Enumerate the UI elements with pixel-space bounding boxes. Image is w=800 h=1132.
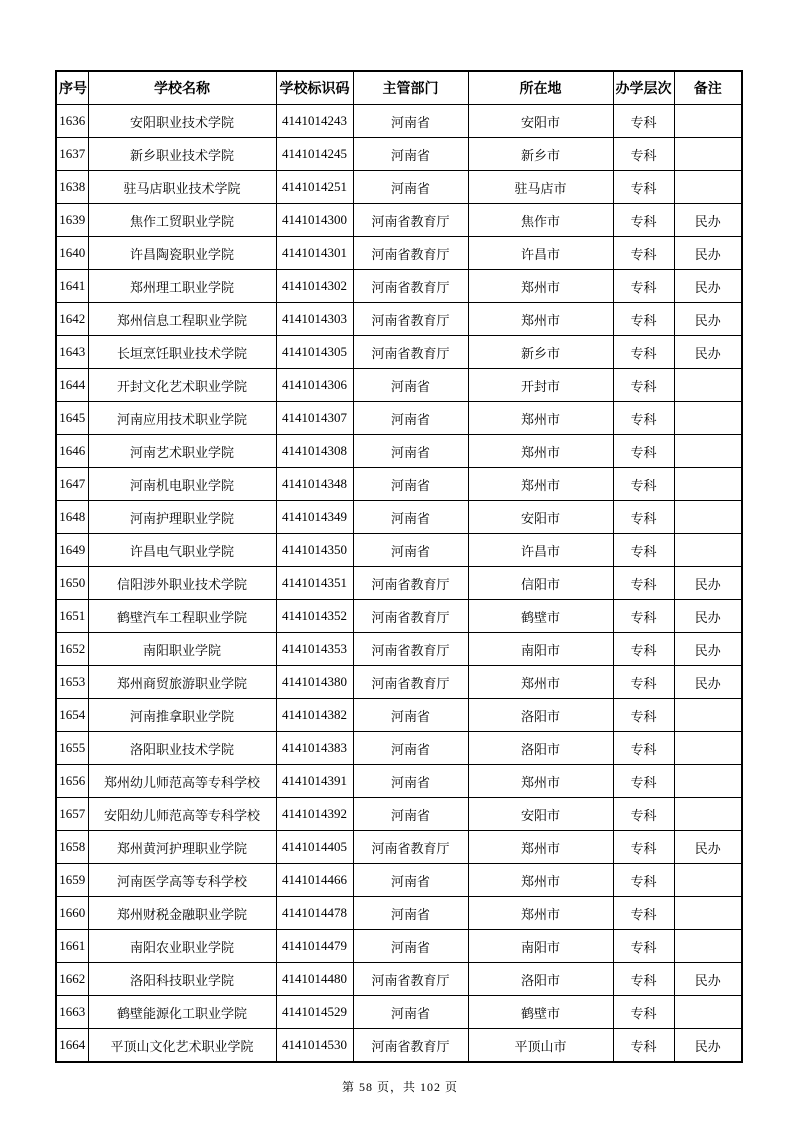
table-cell: 专科 xyxy=(613,402,674,435)
table-cell: 专科 xyxy=(613,897,674,930)
table-row xyxy=(56,171,742,204)
table-cell: 洛阳市 xyxy=(468,699,613,732)
table-cell: 河南省 xyxy=(353,930,468,963)
table-cell: 4141014466 xyxy=(276,864,353,897)
table-cell: 长垣烹饪职业技术学院 xyxy=(88,336,276,369)
table-cell: 民办 xyxy=(674,666,742,699)
table-cell: 4141014301 xyxy=(276,237,353,270)
table-cell: 专科 xyxy=(613,138,674,171)
table-row xyxy=(56,765,742,798)
table-cell: 郑州黄河护理职业学院 xyxy=(88,831,276,864)
table-cell: 民办 xyxy=(674,963,742,996)
table-body xyxy=(56,105,742,1063)
table-cell: 4141014305 xyxy=(276,336,353,369)
table-cell: 1655 xyxy=(56,732,88,765)
table-cell: 专科 xyxy=(613,930,674,963)
table-cell: 河南推拿职业学院 xyxy=(88,699,276,732)
table-cell: 4141014530 xyxy=(276,1029,353,1063)
table-cell: 郑州财税金融职业学院 xyxy=(88,897,276,930)
table-cell: 民办 xyxy=(674,237,742,270)
table-cell: 1662 xyxy=(56,963,88,996)
table-cell: 河南省教育厅 xyxy=(353,633,468,666)
column-header: 学校标识码 xyxy=(276,71,353,105)
table-cell: 河南省教育厅 xyxy=(353,336,468,369)
table-cell: 1640 xyxy=(56,237,88,270)
table-cell: 南阳市 xyxy=(468,930,613,963)
table-cell: 许昌市 xyxy=(468,237,613,270)
table-cell: 开封文化艺术职业学院 xyxy=(88,369,276,402)
table-cell: 新乡职业技术学院 xyxy=(88,138,276,171)
table-cell: 4141014306 xyxy=(276,369,353,402)
table-cell xyxy=(674,171,742,204)
table-cell: 河南应用技术职业学院 xyxy=(88,402,276,435)
table-cell: 专科 xyxy=(613,501,674,534)
table-cell: 民办 xyxy=(674,303,742,336)
table-cell: 洛阳市 xyxy=(468,732,613,765)
table-cell: 安阳市 xyxy=(468,798,613,831)
table-cell: 郑州市 xyxy=(468,303,613,336)
table-cell: 专科 xyxy=(613,798,674,831)
table-cell: 郑州市 xyxy=(468,864,613,897)
table-row xyxy=(56,534,742,567)
table-row xyxy=(56,270,742,303)
table-cell: 许昌电气职业学院 xyxy=(88,534,276,567)
table-cell: 4141014480 xyxy=(276,963,353,996)
table-cell: 4141014353 xyxy=(276,633,353,666)
table-cell: 4141014245 xyxy=(276,138,353,171)
table-cell: 专科 xyxy=(613,534,674,567)
table-row xyxy=(56,666,742,699)
table-cell: 民办 xyxy=(674,204,742,237)
table-cell: 1650 xyxy=(56,567,88,600)
table-cell: 郑州市 xyxy=(468,435,613,468)
table-cell: 郑州幼儿师范高等专科学校 xyxy=(88,765,276,798)
table-cell xyxy=(674,402,742,435)
table-cell: 安阳市 xyxy=(468,105,613,138)
table-cell: 4141014351 xyxy=(276,567,353,600)
column-header: 学校名称 xyxy=(88,71,276,105)
table-cell: 4141014391 xyxy=(276,765,353,798)
table-cell: 鹤壁市 xyxy=(468,600,613,633)
table-cell xyxy=(674,930,742,963)
table-row xyxy=(56,699,742,732)
table-cell xyxy=(674,435,742,468)
table-cell: 郑州信息工程职业学院 xyxy=(88,303,276,336)
table-cell: 新乡市 xyxy=(468,336,613,369)
table-cell: 河南省 xyxy=(353,435,468,468)
table-cell: 1641 xyxy=(56,270,88,303)
table-row xyxy=(56,501,742,534)
table-cell: 民办 xyxy=(674,567,742,600)
table-cell: 4141014303 xyxy=(276,303,353,336)
table-cell: 河南省教育厅 xyxy=(353,270,468,303)
table-cell: 1660 xyxy=(56,897,88,930)
table-cell: 1656 xyxy=(56,765,88,798)
column-header: 办学层次 xyxy=(613,71,674,105)
table-cell: 河南省 xyxy=(353,996,468,1029)
school-table xyxy=(55,70,743,1063)
table-row xyxy=(56,237,742,270)
table-cell: 河南省 xyxy=(353,138,468,171)
table-cell: 专科 xyxy=(613,765,674,798)
column-header: 所在地 xyxy=(468,71,613,105)
table-cell: 河南省教育厅 xyxy=(353,303,468,336)
table-row xyxy=(56,105,742,138)
table-cell: 郑州市 xyxy=(468,666,613,699)
table-cell: 焦作市 xyxy=(468,204,613,237)
table-cell: 河南省 xyxy=(353,732,468,765)
table-cell: 1639 xyxy=(56,204,88,237)
table-cell: 专科 xyxy=(613,303,674,336)
table-cell: 4141014308 xyxy=(276,435,353,468)
table-cell: 鹤壁市 xyxy=(468,996,613,1029)
table-cell: 民办 xyxy=(674,831,742,864)
table-cell: 1638 xyxy=(56,171,88,204)
table-cell: 河南省教育厅 xyxy=(353,1029,468,1063)
table-row xyxy=(56,369,742,402)
table-cell xyxy=(674,864,742,897)
table-cell: 民办 xyxy=(674,600,742,633)
table-cell xyxy=(674,468,742,501)
table-row xyxy=(56,831,742,864)
table-row xyxy=(56,732,742,765)
table-row xyxy=(56,864,742,897)
table-row xyxy=(56,402,742,435)
table-cell: 专科 xyxy=(613,468,674,501)
table-cell: 4141014382 xyxy=(276,699,353,732)
table-cell: 4141014307 xyxy=(276,402,353,435)
table-cell: 民办 xyxy=(674,336,742,369)
table-cell: 4141014479 xyxy=(276,930,353,963)
table-cell: 河南省教育厅 xyxy=(353,204,468,237)
column-header: 主管部门 xyxy=(353,71,468,105)
table-row xyxy=(56,897,742,930)
table-cell: 专科 xyxy=(613,204,674,237)
table-header-row xyxy=(56,71,742,105)
table-cell: 郑州市 xyxy=(468,765,613,798)
table-cell: 民办 xyxy=(674,1029,742,1063)
table-cell: 安阳幼儿师范高等专科学校 xyxy=(88,798,276,831)
table-cell: 专科 xyxy=(613,171,674,204)
table-cell: 1664 xyxy=(56,1029,88,1063)
table-cell: 郑州商贸旅游职业学院 xyxy=(88,666,276,699)
page-number-text: 第 58 页，共 102 页 xyxy=(341,1080,458,1094)
table-cell: 4141014529 xyxy=(276,996,353,1029)
table-cell: 1658 xyxy=(56,831,88,864)
table-cell: 河南省教育厅 xyxy=(353,600,468,633)
table-cell: 许昌陶瓷职业学院 xyxy=(88,237,276,270)
table-cell: 4141014243 xyxy=(276,105,353,138)
table-cell: 专科 xyxy=(613,237,674,270)
table-cell: 河南省 xyxy=(353,402,468,435)
table-cell xyxy=(674,369,742,402)
table-row xyxy=(56,798,742,831)
table-cell: 河南省 xyxy=(353,105,468,138)
table-cell: 洛阳市 xyxy=(468,963,613,996)
table-cell: 河南省 xyxy=(353,798,468,831)
table-cell: 1659 xyxy=(56,864,88,897)
table-cell: 南阳农业职业学院 xyxy=(88,930,276,963)
table-cell: 河南艺术职业学院 xyxy=(88,435,276,468)
table-cell: 信阳涉外职业技术学院 xyxy=(88,567,276,600)
table-cell: 1653 xyxy=(56,666,88,699)
table-cell: 河南省 xyxy=(353,765,468,798)
column-header: 序号 xyxy=(56,71,88,105)
table-row xyxy=(56,138,742,171)
table-cell xyxy=(674,105,742,138)
table-cell: 郑州市 xyxy=(468,831,613,864)
table-cell: 1644 xyxy=(56,369,88,402)
table-cell: 4141014251 xyxy=(276,171,353,204)
table-row xyxy=(56,468,742,501)
table-cell: 1649 xyxy=(56,534,88,567)
table-cell: 专科 xyxy=(613,1029,674,1063)
table-cell: 专科 xyxy=(613,963,674,996)
table-cell: 鹤壁汽车工程职业学院 xyxy=(88,600,276,633)
table-cell: 河南机电职业学院 xyxy=(88,468,276,501)
table-cell: 驻马店市 xyxy=(468,171,613,204)
table-cell xyxy=(674,765,742,798)
table-cell: 河南省 xyxy=(353,369,468,402)
table-cell: 河南省 xyxy=(353,864,468,897)
table-cell: 民办 xyxy=(674,633,742,666)
table-cell: 焦作工贸职业学院 xyxy=(88,204,276,237)
table-cell: 开封市 xyxy=(468,369,613,402)
table-cell: 4141014383 xyxy=(276,732,353,765)
table-cell xyxy=(674,501,742,534)
table-cell: 河南省 xyxy=(353,171,468,204)
table-cell: 1645 xyxy=(56,402,88,435)
table-cell: 专科 xyxy=(613,666,674,699)
table-cell: 河南省 xyxy=(353,468,468,501)
table-row xyxy=(56,633,742,666)
table-cell: 4141014352 xyxy=(276,600,353,633)
table-cell: 4141014348 xyxy=(276,468,353,501)
table-cell: 1651 xyxy=(56,600,88,633)
table-cell: 鹤壁能源化工职业学院 xyxy=(88,996,276,1029)
table-cell: 河南医学高等专科学校 xyxy=(88,864,276,897)
table-cell: 4141014405 xyxy=(276,831,353,864)
table-cell: 专科 xyxy=(613,105,674,138)
table-cell xyxy=(674,699,742,732)
table-cell: 洛阳职业技术学院 xyxy=(88,732,276,765)
table-row xyxy=(56,930,742,963)
table-cell: 专科 xyxy=(613,336,674,369)
table-row xyxy=(56,336,742,369)
table-row xyxy=(56,1029,742,1063)
table-cell: 专科 xyxy=(613,567,674,600)
table-cell: 专科 xyxy=(613,270,674,303)
table-cell: 洛阳科技职业学院 xyxy=(88,963,276,996)
table-cell xyxy=(674,732,742,765)
table-cell: 郑州市 xyxy=(468,402,613,435)
table-cell: 1647 xyxy=(56,468,88,501)
table-cell: 郑州市 xyxy=(468,270,613,303)
table-cell: 平顶山市 xyxy=(468,1029,613,1063)
table-cell: 专科 xyxy=(613,600,674,633)
table-cell: 专科 xyxy=(613,996,674,1029)
table-cell: 专科 xyxy=(613,699,674,732)
table-cell xyxy=(674,534,742,567)
table-cell: 民办 xyxy=(674,270,742,303)
table-row xyxy=(56,435,742,468)
table-cell: 郑州市 xyxy=(468,468,613,501)
table-cell: 河南省教育厅 xyxy=(353,666,468,699)
table-row xyxy=(56,303,742,336)
page-footer xyxy=(0,1078,800,1095)
table-cell: 1657 xyxy=(56,798,88,831)
table-cell: 1646 xyxy=(56,435,88,468)
table-cell: 1663 xyxy=(56,996,88,1029)
table-cell: 专科 xyxy=(613,831,674,864)
table-cell: 河南护理职业学院 xyxy=(88,501,276,534)
table-cell: 1652 xyxy=(56,633,88,666)
table-row xyxy=(56,996,742,1029)
table-row xyxy=(56,567,742,600)
table-cell: 1642 xyxy=(56,303,88,336)
table-cell: 郑州市 xyxy=(468,897,613,930)
table-cell: 1636 xyxy=(56,105,88,138)
table-cell: 河南省教育厅 xyxy=(353,567,468,600)
table-cell: 河南省 xyxy=(353,501,468,534)
table-cell: 1654 xyxy=(56,699,88,732)
table-row xyxy=(56,600,742,633)
table-cell: 南阳职业学院 xyxy=(88,633,276,666)
table-cell: 专科 xyxy=(613,435,674,468)
table-cell: 许昌市 xyxy=(468,534,613,567)
table-row xyxy=(56,963,742,996)
table-cell: 驻马店职业技术学院 xyxy=(88,171,276,204)
table-cell: 1643 xyxy=(56,336,88,369)
table-cell: 河南省教育厅 xyxy=(353,237,468,270)
table-cell: 专科 xyxy=(613,369,674,402)
table-cell: 河南省 xyxy=(353,897,468,930)
table-cell: 4141014392 xyxy=(276,798,353,831)
table-cell: 安阳市 xyxy=(468,501,613,534)
table-cell: 南阳市 xyxy=(468,633,613,666)
table-cell: 河南省 xyxy=(353,699,468,732)
table-cell: 1661 xyxy=(56,930,88,963)
table-cell: 河南省教育厅 xyxy=(353,963,468,996)
table-cell: 4141014349 xyxy=(276,501,353,534)
table-cell: 4141014350 xyxy=(276,534,353,567)
table-cell xyxy=(674,798,742,831)
table-cell: 4141014302 xyxy=(276,270,353,303)
table-cell: 1648 xyxy=(56,501,88,534)
table-cell: 4141014478 xyxy=(276,897,353,930)
table-cell: 新乡市 xyxy=(468,138,613,171)
table-cell: 1637 xyxy=(56,138,88,171)
table-cell: 信阳市 xyxy=(468,567,613,600)
table-cell xyxy=(674,996,742,1029)
table-cell: 专科 xyxy=(613,633,674,666)
table-cell xyxy=(674,138,742,171)
table-cell: 河南省教育厅 xyxy=(353,831,468,864)
table-cell: 安阳职业技术学院 xyxy=(88,105,276,138)
column-header: 备注 xyxy=(674,71,742,105)
table-cell: 4141014380 xyxy=(276,666,353,699)
table-cell: 平顶山文化艺术职业学院 xyxy=(88,1029,276,1063)
table-cell: 专科 xyxy=(613,864,674,897)
table-cell: 河南省 xyxy=(353,534,468,567)
table-cell xyxy=(674,897,742,930)
table-row xyxy=(56,204,742,237)
table-cell: 专科 xyxy=(613,732,674,765)
table-cell: 郑州理工职业学院 xyxy=(88,270,276,303)
table-cell: 4141014300 xyxy=(276,204,353,237)
